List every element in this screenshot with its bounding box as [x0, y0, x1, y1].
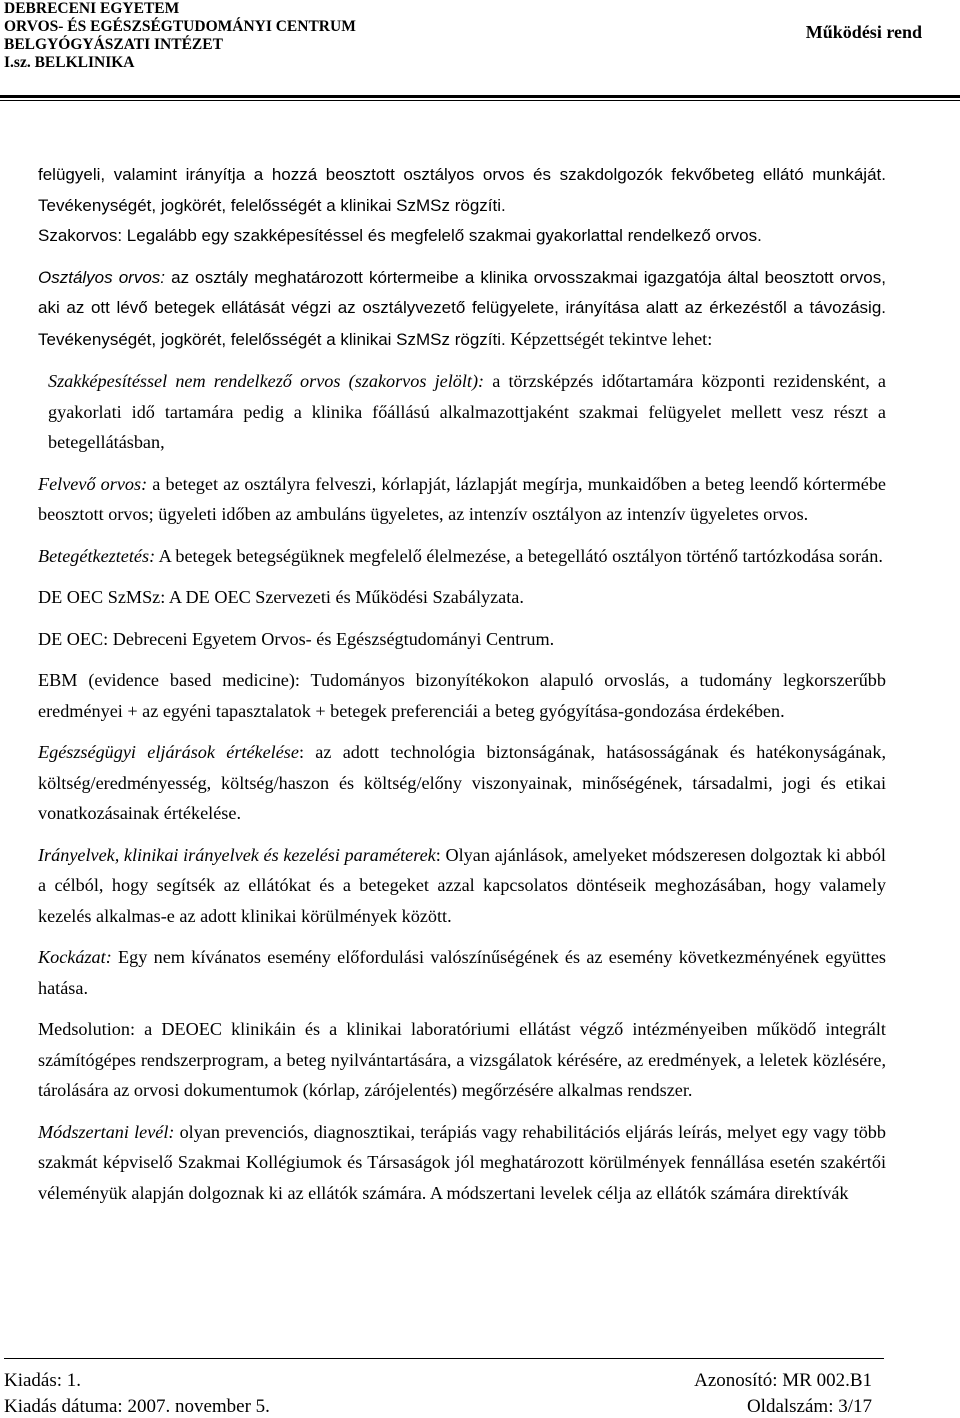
institution-line-clinic: I.sz. BELKLINIKA [4, 54, 135, 71]
paragraph-szakorvos-jelolt [38, 366, 886, 458]
definition-szakorvos-jelolt: a törzsképzés időtartamára központi rezidensként, a gyakorlati idő tartamára pedig a klinika főállású alkalmazottjaként szakmai felügyelet mellett vesz részt a betegellátásban, [48, 371, 886, 452]
term-betegetkeztetes: Betegétkeztetés: [38, 545, 156, 566]
paragraph-ebm: EBM (evidence based medicine): Tudományos bizonyítékokon alapuló orvoslás, a tudomány legkorszerűbb eredményei + az egyéni tapasztalatok + betegek preferenciái a beteg gyógyítása-gondozása érdekében. [38, 670, 886, 721]
page-header [0, 0, 960, 104]
definition-felvevo-orvos: a beteget az osztályra felveszi, kórlapját, lázlapját megírja, munkaidőben a beteg leendő kórtermébe beosztott orvos; ügyeleti időben az ambuláns ügyeletes, az intenzív osztályon az intenzív ügyeletes orvos. [38, 473, 886, 524]
definition-eljarasok-ertekelese: : az adott technológia biztonságának, hatásosságának és hatékonyságának, költség/eredményesség, költség/haszon és költség/előny viszonyainak, minőségének, társadalmi, jogi és etikai vonatkozásainak értékelése. [38, 742, 886, 823]
term-modszertani-level: Módszertani levél: [38, 1121, 175, 1142]
definition-modszertani-level: olyan prevenciós, diagnosztikai, terápiás vagy rehabilitációs eljárás leírás, melyet egy vagy több szakmát képviselő Szakmai Kollégiumok és Társaságok jól meghatározott körülmények fennállása esetén szakértői véleményük alapján dolgoznak ki az ellátók számára. A módszertani levelek célja az ellátók számára direktívák [38, 1121, 886, 1203]
paragraph-de-oec-szmsz: DE OEC SzMSz: A DE OEC Szervezeti és Működési Szabályzata. [38, 587, 524, 607]
institution-line-institute: BELGYÓGYÁSZATI INTÉZET [4, 36, 223, 53]
footer-row-edition [4, 1370, 872, 1392]
definition-osztalyos-orvos: az osztály meghatározott kórtermeibe a klinika orvosszakmai igazgatója által beosztott orvos, aki az ott lévő betegek ellátását végzi az osztályvezető felügyelete, irányítása alatt az érkezéstől a távozásig. Tevékenységét, jogkörét, felelősségét a klinikai SzMSz rögzíti. [38, 267, 886, 349]
footer-rule [4, 1358, 884, 1359]
qualification-intro: Képzettségét tekintve lehet: [505, 328, 713, 349]
paragraph-supervision: felügyeli, valamint irányítja a hozzá beosztott osztályos orvos és szakdolgozók fekvőbeteg ellátó munkáját. Tevékenységét, jogkörét, felelősségét a klinikai SzMSz rögzíti. [38, 165, 886, 215]
definition-iranyelvek: : Olyan ajánlások, amelyeket módszeresen dolgoztak ki abból a célból, hogy segítsék az ellátókat és a betegeket azzal kapcsolatos döntéseik meghozásában, hogy valamely kezelés alkalmas-e az adott klinikai körülmények között. [38, 844, 886, 926]
term-eljarasok-ertekelese: Egészségügyi eljárások értékelése [38, 742, 299, 762]
term-kockazat: Kockázat: [38, 947, 112, 967]
paragraph-osztalyos-orvos [38, 263, 886, 356]
institution-block [4, 0, 356, 72]
footer-row-date [4, 1396, 872, 1418]
term-iranyelvek: Irányelvek, klinikai irányelvek és kezelési paraméterek [38, 844, 436, 865]
institution-line-university: DEBRECENI EGYETEM [4, 0, 180, 17]
header-rule-thick [0, 95, 960, 98]
edition-date-label: Kiadás dátuma: 2007. november 5. [4, 1396, 270, 1417]
definition-kockazat: Egy nem kívánatos esemény előfordulási valószínűségének és az esemény következményének együttes hatása. [38, 947, 886, 998]
identifier-label: Azonosító: MR 002.B1 [694, 1370, 872, 1391]
paragraph-modszertani-level [38, 1117, 886, 1209]
paragraph-felvevo-orvos [38, 469, 886, 530]
paragraph-betegetkeztetes [38, 541, 886, 572]
institution-line-centre: ORVOS- ÉS EGÉSZSÉGTUDOMÁNYI CENTRUM [4, 18, 356, 35]
document-body [38, 160, 886, 1208]
edition-label: Kiadás: 1. [4, 1370, 82, 1391]
paragraph-de-oec: DE OEC: Debreceni Egyetem Orvos- és Egészségtudományi Centrum. [38, 628, 555, 649]
term-szakorvos-jelolt: Szakképesítéssel nem rendelkező orvos (szakorvos jelölt): [48, 371, 485, 391]
paragraph-medsolution: Medsolution: a DEOEC klinikáin és a klinikai laboratóriumi ellátást végző intézményeiben működő integrált számítógépes rendszerprogram, a beteg nyilvántartására, a vizsgálatok kérésére, az eredmények, a leletek közlésére, tárolására az orvosi dokumentumok (kórlap, zárójelentés) megőrzésére alkalmas rendszer. [38, 1019, 886, 1100]
definition-betegetkeztetes: A betegek betegségüknek megfelelő élelmezése, a betegellátó osztályon történő tartózkodása során. [155, 545, 883, 566]
document-type: Működési rend [805, 22, 922, 42]
header-rule-thin [0, 100, 960, 101]
paragraph-szakorvos: Szakorvos: Legalább egy szakképesítéssel és megfelelő szakmai gyakorlattal rendelkező orvos. [38, 226, 762, 245]
paragraph-eljarasok-ertekelese [38, 737, 886, 829]
term-felvevo-orvos: Felvevő orvos: [38, 473, 148, 494]
paragraph-iranyelvek [38, 840, 886, 932]
term-osztalyos-orvos: Osztályos orvos: [38, 267, 166, 287]
paragraph-kockazat [38, 942, 886, 1003]
page-number-label: Oldalszám: 3/17 [746, 1396, 872, 1417]
